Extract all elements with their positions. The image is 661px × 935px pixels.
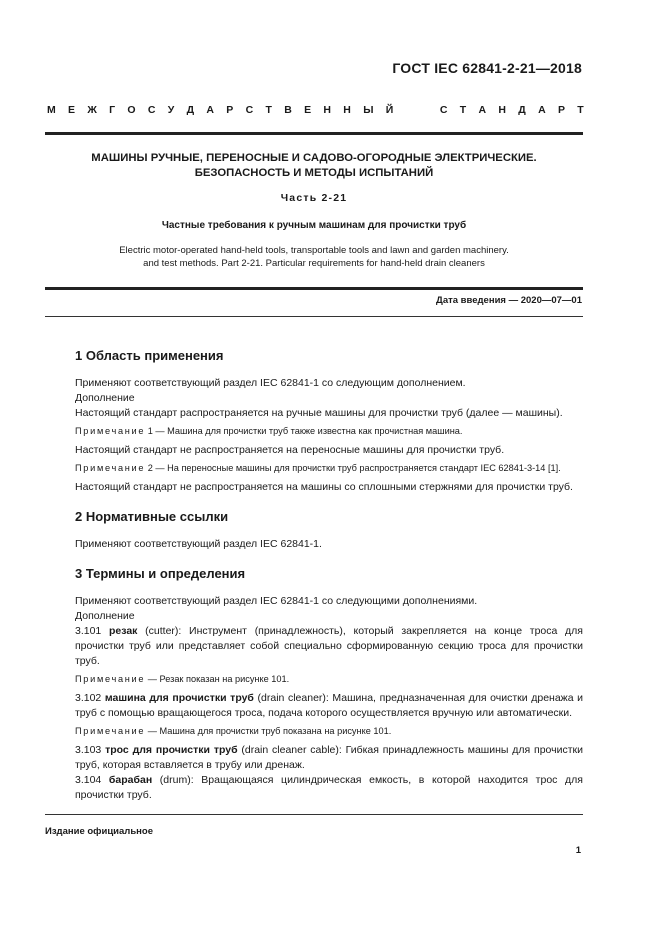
note-label: Примечание — [75, 674, 146, 684]
banner-letter: Т — [577, 104, 584, 116]
banner-letter: Е — [68, 104, 76, 116]
term-text: (drain cleaner): Машина, предназначенная для очистки дренажа и труб с помощью вращающегося троса, подача которого осуществляется вручную или автоматически. — [75, 692, 584, 719]
banner-letter: Н — [323, 104, 331, 116]
banner-letter: Ы — [363, 104, 374, 116]
term-number: 3.103 — [75, 744, 106, 756]
paragraph: Применяют соответствующий раздел IEC 62841-1. — [75, 538, 322, 550]
section-1 — [75, 347, 583, 495]
note-label: Примечание — [75, 426, 146, 436]
document-title — [45, 151, 583, 181]
title-line-1: МАШИНЫ РУЧНЫЕ, ПЕРЕНОСНЫЕ И САДОВО-ОГОРОДНЫЕ ЭЛЕКТРИЧЕСКИЕ. — [91, 152, 537, 164]
term-name: трос для прочистки труб — [105, 744, 238, 756]
term-number: 3.104 — [75, 774, 109, 786]
english-title-line-1: Electric motor-operated hand-held tools, transportable tools and lawn and garden machinery. — [119, 245, 509, 256]
banner-letter: О — [127, 104, 136, 116]
paragraph: Дополнение — [75, 610, 135, 622]
footer-rule — [45, 814, 583, 815]
header-rule — [45, 132, 583, 135]
banner-letter: Е — [304, 104, 312, 116]
banner-letter: Ж — [87, 104, 97, 116]
english-title — [45, 244, 583, 270]
term-definition — [75, 624, 583, 669]
note — [75, 673, 583, 686]
banner-letter: А — [538, 104, 546, 116]
banner-letter: Н — [498, 104, 506, 116]
page-number: 1 — [575, 845, 581, 856]
introduction-date: Дата введения — 2020—07—01 — [436, 295, 582, 306]
paragraph: Дополнение — [75, 392, 135, 404]
term-text: (drum): Вращающаяся цилиндрическая емкость, в которой находится трос для прочистки труб. — [75, 774, 583, 801]
banner-letter: С — [147, 104, 156, 116]
section-3 — [75, 565, 583, 803]
banner-letter: Т — [265, 104, 272, 116]
banner-letter: У — [167, 104, 175, 116]
banner-letter: С — [439, 104, 448, 116]
official-edition-label: Издание официальное — [45, 826, 153, 837]
banner-letter: Т — [459, 104, 467, 116]
banner-word-gap — [406, 104, 428, 116]
note-text: 1 — Машина для прочистки труб также известна как прочистная машина. — [145, 426, 463, 436]
banner-letter: Р — [226, 104, 234, 116]
english-title-line-2: and test methods. Part 2-21. Particular requirements for hand-held drain cleaners — [143, 258, 485, 269]
paragraph: Применяют соответствующий раздел IEC 62841-1 со следующим дополнением. — [75, 377, 466, 389]
section-heading: 3 Термины и определения — [75, 566, 246, 581]
term-number: 3.101 — [75, 625, 109, 637]
banner-letter: С — [245, 104, 254, 116]
section-heading: 1 Область применения — [75, 348, 224, 363]
banner-letter: Н — [343, 104, 351, 116]
paragraph: Настоящий стандарт не распространяется на переносные машины для прочистки труб. — [75, 444, 505, 456]
standard-id: ГОСТ IEC 62841-2-21—2018 — [392, 60, 582, 76]
banner-letter: Й — [385, 104, 394, 116]
note-label: Примечание — [75, 463, 146, 473]
note-label: Примечание — [75, 726, 146, 736]
banner-letter: В — [284, 104, 292, 116]
term-name: машина для прочистки труб — [104, 692, 254, 704]
term-name: резак — [109, 625, 138, 637]
section-heading: 2 Нормативные ссылки — [75, 509, 229, 524]
standard-type-banner — [47, 104, 584, 116]
banner-letter: Д — [186, 104, 195, 116]
title-line-2: БЕЗОПАСНОСТЬ И МЕТОДЫ ИСПЫТАНИЙ — [194, 167, 434, 179]
paragraph: Настоящий стандарт распространяется на ручные машины для прочистки труб (далее — машины). — [75, 407, 563, 419]
term-definition — [75, 773, 583, 803]
note — [75, 725, 583, 738]
note — [75, 462, 583, 475]
banner-letter: А — [478, 104, 487, 116]
part-subtitle: Частные требования к ручным машинам для прочистки труб — [161, 220, 467, 231]
banner-letter: А — [206, 104, 214, 116]
section-2 — [75, 508, 583, 552]
banner-letter: М — [47, 104, 56, 116]
title-rule — [45, 287, 583, 290]
term-number: 3.102 — [75, 692, 105, 704]
paragraph: Настоящий стандарт не распространяется на машины со сплошными стержнями для прочистки труб. — [75, 481, 573, 493]
banner-letter: Р — [557, 104, 565, 116]
note-text: — Резак показан на рисунке 101. — [145, 674, 290, 684]
term-definition — [75, 691, 583, 721]
term-name: барабан — [108, 774, 153, 786]
term-definition — [75, 743, 583, 773]
document-body — [75, 347, 583, 816]
note-text: — Машина для прочистки труб показана на рисунке 101. — [145, 726, 392, 736]
note — [75, 425, 583, 438]
paragraph: Применяют соответствующий раздел IEC 62841-1 со следующими дополнениями. — [75, 595, 478, 607]
date-rule — [45, 316, 583, 317]
banner-letter: Д — [518, 104, 526, 116]
banner-letter: Г — [109, 104, 116, 116]
term-text: (drain cleaner cable): Гибкая принадлежность машины для прочистки труб, которая вставляется в трубу или дренаж. — [75, 744, 583, 771]
note-text: 2 — На переносные машины для прочистки труб распространяется стандарт IEC 62841-3-14 [1]. — [145, 463, 561, 473]
term-text: (cutter): Инструмент (принадлежность), который закрепляется на конце троса для прочистки труб или представляет собой специально сформированную секцию троса для прочистки труб. — [75, 625, 583, 667]
part-number: Часть 2-21 — [280, 192, 348, 204]
